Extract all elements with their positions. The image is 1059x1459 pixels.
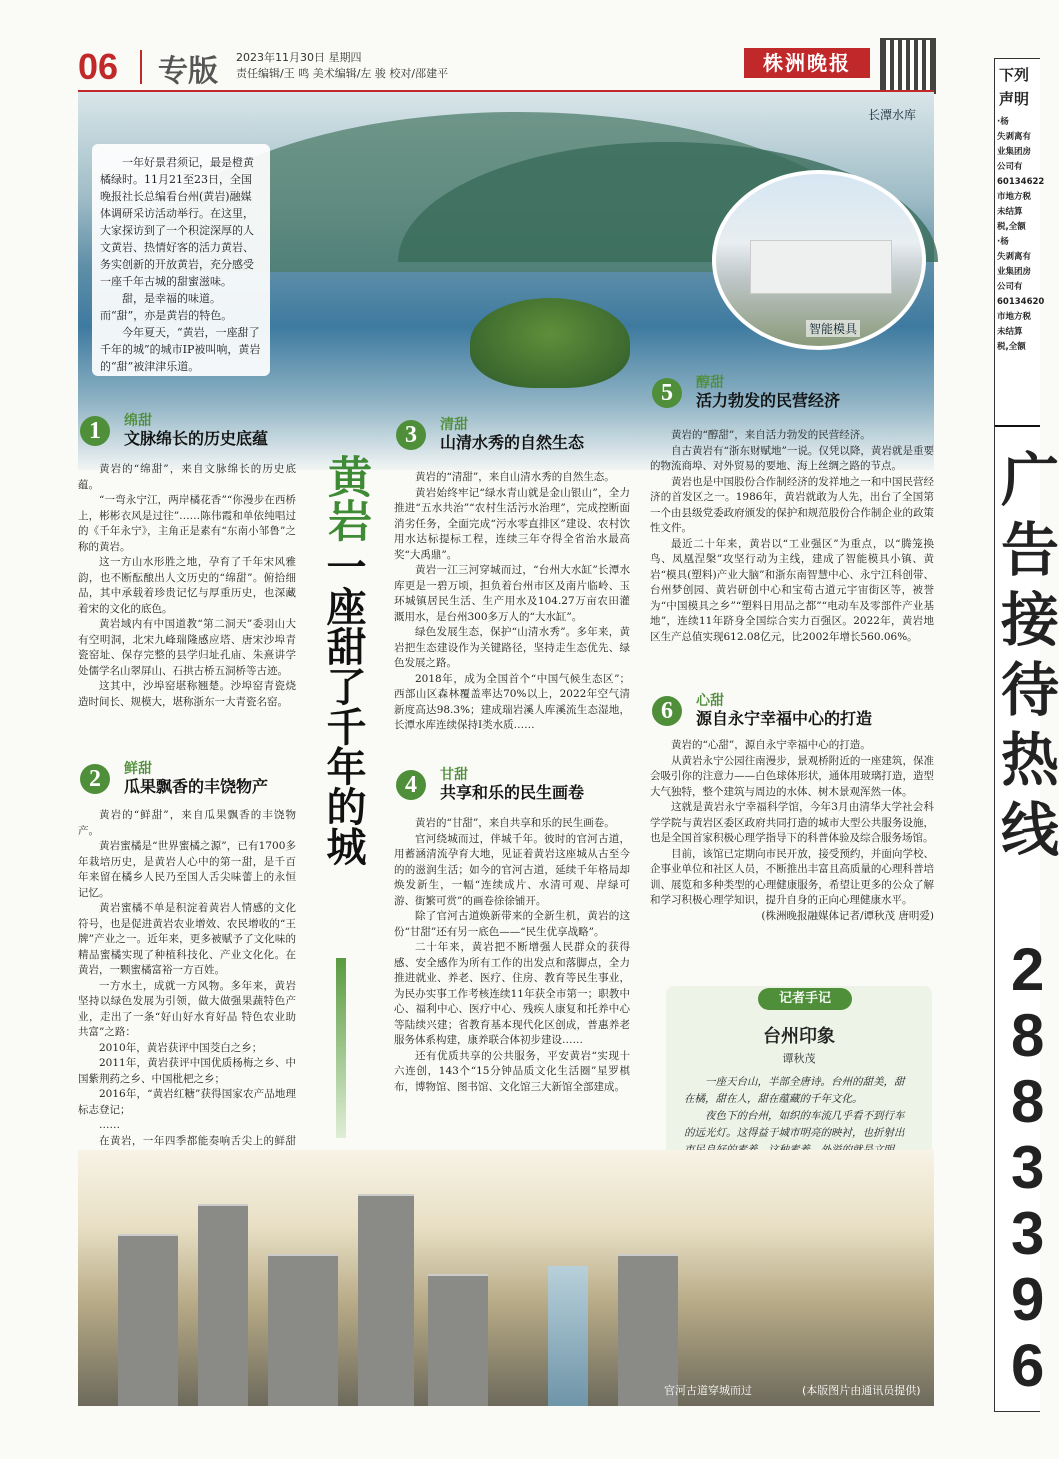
section-number-badge: 3	[396, 420, 426, 450]
tower-shape	[358, 1194, 414, 1406]
section-6-body	[650, 738, 934, 924]
qr-code-icon	[880, 38, 936, 94]
ad-line: 公司有	[997, 162, 1023, 172]
section-title: 瓜果飘香的丰饶物产	[124, 777, 269, 796]
paragraph: 最近二十年来，黄岩以“工业强区”为重点，以“腾笼换鸟、凤凰涅槃”攻坚行动为主线，建成了智能模具小镇、黄岩“模具(塑料)产业大脑”和浙东南智慧中心、永宁江科创带、台州梦创园、黄岩研创中心和宝荀古道元宇宙街区等，被誉为“中国模具之乡”“塑料日用品之都”“电动车及零部件产业基地”，连续11年跻身全国综合实力百强区。2022年，黄岩地区生产总值实现612.08亿元，比2002年增长560.06%。	[650, 537, 934, 643]
paragraph: 从黄岩永宁公园往南漫步，景观桥附近的一座建筑，保准会吸引你的注意力——白色球体形状，通体用玻璃打造，造型大气独特，整个建筑与周边的水体、树木景观浑然一体。	[650, 754, 934, 798]
city-caption: 官河古道穿城而过	[664, 1384, 752, 1397]
paragraph: 夜色下的台州，如织的车流几乎看不到行车的远光灯。这得益于城市明亮的映衬，也折射出	[684, 1110, 905, 1139]
ad-line: 业集团房	[997, 147, 1032, 157]
tower-shape	[268, 1254, 338, 1406]
paragraph: 黄岩的“醇甜”，来自活力勃发的民营经济。	[671, 429, 871, 441]
section-title: 共享和乐的民生画卷	[440, 783, 585, 802]
ad-line: 未结算	[997, 327, 1023, 337]
canal-shape	[548, 1266, 588, 1406]
paragraph: 自古黄岩有“浙东财赋地”一说。仅凭以降，黄岩就是重要的物流商埠、对外贸易的要地、海上丝绸之路的节点。	[650, 444, 934, 472]
header-divider	[140, 50, 142, 84]
section-tag: 醇甜	[696, 375, 724, 391]
ad-line: 60134620	[997, 297, 1045, 307]
ad-line: 公司有	[997, 282, 1023, 292]
ad-heading-line: 声明	[999, 90, 1030, 108]
ad-digit: 3	[1011, 1134, 1045, 1201]
paragraph: 黄岩蜜橘是“世界蜜橘之源”，已有1700多年栽培历史，是黄岩人心中的第一甜，是千百年来留在橘乡人民乃至国人舌尖味蕾上的永恒记忆。	[78, 840, 296, 899]
intro-box	[92, 144, 270, 376]
ad-line: 市地方税	[997, 312, 1032, 322]
paragraph: ……	[99, 1119, 120, 1131]
intro-paragraph: 一年好景君须记，最是橙黄橘绿时。11月21至23日，全国晚报社长总编看台州(黄岩)融媒体调研采访活动举行。在这里，大家探访到了一个积淀深厚的人文黄岩、热情好客的活力黄岩、务实创新的开放黄岩，充分感受一座千年古城的甜蜜滋味。	[100, 156, 254, 288]
ad-char: 线	[1001, 796, 1059, 864]
title-huangyan: 黄岩	[320, 454, 371, 542]
section-title: 文脉绵长的历史底蕴	[124, 429, 269, 448]
ad-line: ·杨	[997, 237, 1009, 247]
paragraph: 这一方山水形胜之地，孕育了千年宋风雅韵，也不断酝酿出人文历史的“绵甜”。俯拾细品，其中承载着珍贵记忆与厚重历史，也深藏着宋的文化的底色。	[78, 556, 296, 615]
ad-line: 60134622	[997, 177, 1045, 187]
paragraph: 2018年，成为全国首个“中国气候生态区”；西部山区森林覆盖率达70%以上，2022年空气清新度高达98.3%；建成瑞岩溪人库溪流生态湿地，长潭水库连续保持Ⅰ类水质……	[394, 672, 630, 731]
building-shape	[750, 240, 892, 294]
section-tag: 心甜	[696, 693, 724, 709]
tower-shape	[428, 1274, 488, 1406]
ad-divider	[995, 425, 1040, 427]
ad-char: 热	[1001, 726, 1059, 794]
city-aerial-image	[78, 1150, 934, 1406]
paragraph: 还有优质共享的公共服务，平安黄岩“实现十六连创，143个“15分钟品质文化生活圈”星罗棋布，博物馆、图书馆、文化馆三大新馆全部建成。	[394, 1049, 630, 1093]
ad-line: 市地方税	[997, 192, 1032, 202]
main-title	[318, 454, 371, 866]
section-tag: 鲜甜	[124, 761, 152, 777]
intro-paragraph: 甜，是幸福的味道。而“甜”，亦是黄岩的特色。	[100, 292, 233, 322]
ad-line: 失剥离有	[997, 132, 1032, 142]
paragraph: 黄岩的“甘甜”，来自共享和乐的民生画卷。	[415, 817, 615, 829]
section-number-badge: 5	[652, 378, 682, 408]
section-number-badge: 4	[396, 770, 426, 800]
paragraph: 黄岩域内有中国道教“第二洞天”委羽山大有空明洞，北宋九峰瑞隆感应塔、唐宋沙埠青瓷窑址、保存完整的县学归址孔庙、朱熹讲学处儒学名山翠屏山、石拱古桥五洞桥等古迹。	[78, 618, 296, 677]
section-name: 专版	[158, 54, 218, 89]
paragraph: 这就是黄岩永宁幸福科学馆，今年3月由清华大学社会科学学院与黄岩区委区政府共同打造的城市大型公共服务设施，也是全国首家积极心理学指导下的科普体验及综合服务场馆。	[650, 801, 934, 844]
paragraph: 二十年来，黄岩把不断增强人民群众的获得感、安全感作为所有工作的出发点和落脚点，全力推进就业、养老、医疗、住房、教育等民生事业，为民办实事工作考核连续11年获全市第一；职教中心、福利中心、医疗中心、残疾人康复和托养中心等陆续兴建；省教育基本现代化区创成，普惠养老服务体系构建，康养联合体初步建设……	[394, 941, 630, 1046]
paragraph: 黄岩也是中国股份合作制经济的发祥地之一和中国民营经济的首发区之一。1986年，黄岩就敢为人先，出台了全国第一个由县级党委政府颁发的保护和规范股份合作制企业的政策性文件。	[650, 475, 934, 534]
ad-line: ·杨	[997, 117, 1009, 127]
section-title: 山清水秀的自然生态	[440, 433, 585, 452]
ad-line: 失剥离有	[997, 252, 1032, 262]
section-tag: 绵甜	[124, 413, 152, 429]
section-title: 活力勃发的民营经济	[696, 391, 841, 410]
reporter-note-author: 谭秋茂	[782, 1052, 816, 1065]
editor-credits: 责任编辑/王 鸣 美术编辑/左 骏 校对/邵建平	[236, 67, 449, 80]
island-shape	[470, 298, 630, 388]
tower-shape	[198, 1204, 248, 1406]
ad-strip	[994, 58, 1059, 1412]
ad-line: 未结算	[997, 207, 1023, 217]
paragraph: 除了官河古道焕新带来的全新生机，黄岩的这份“甘甜”还有另一底色——“民生优享战略”。	[394, 910, 630, 938]
ad-digit: 3	[1011, 1200, 1045, 1267]
photo-credit: (本版图片由通讯员提供)	[802, 1384, 921, 1397]
paragraph: 2010年，黄岩获评中国茭白之乡；	[99, 1041, 263, 1054]
paragraph: 在黄岩，一年四季都能奏响舌尖上的鲜甜	[99, 1134, 296, 1147]
paragraph: 黄岩的“心甜”，源自永宁幸福中心的打造。	[671, 739, 871, 751]
ad-char: 接	[1001, 586, 1059, 654]
inset-caption: 智能模具	[806, 320, 860, 337]
reporter-note-tag: 记者手记	[758, 988, 852, 1010]
section-number-badge: 6	[652, 696, 682, 726]
paragraph: 黄岩的“清甜”，来自山清水秀的自然生态。	[415, 471, 615, 483]
section-6-header	[652, 693, 952, 732]
paragraph: 官河绕城而过，伴城千年。彼时的官河古道，用蓄涵清流孕育大地，见证着黄岩这座城从古至今的的滋润生活；如今的官河古道，延续千年格局却焕发新生，一幅“连续成片、水清可观、岸绿可游、街繁可赏”的画卷徐徐铺开。	[394, 832, 630, 907]
ad-digit: 2	[1011, 936, 1045, 1003]
newspaper-logo: 株洲晚报	[744, 48, 870, 78]
hero-caption: 长潭水库	[867, 108, 916, 122]
section-title: 源自永宁幸福中心的打造	[696, 709, 873, 728]
ad-hotline-title	[1001, 445, 1059, 865]
byline: (株洲晚报融媒体记者/谭秋茂 唐明爱)	[761, 909, 934, 922]
issue-date: 2023年11月30日 星期四	[236, 51, 362, 64]
title-subtitle: 一座甜了千年的城	[320, 546, 366, 866]
section-5-header	[652, 375, 952, 414]
paragraph: 一方水土，成就一方风物。多年来，黄岩坚持以绿色发展为引领，做大做强果蔬特色产业，走出了一条“好山好水育好品 特色农业助共富”之路：	[78, 979, 296, 1038]
ad-char: 广	[1001, 446, 1059, 514]
page-number: 06	[78, 46, 119, 87]
paragraph: 一座天台山，半部全唐诗。台州的甜美，甜在橘，甜在人，甜在蕴藏的千年文化。	[684, 1076, 905, 1105]
ad-line: 税,全额	[997, 222, 1026, 232]
paragraph: 黄岩始终牢记“绿水青山就是金山银山”，全力推进“五水共治”“农村生活污水治理”，完成控断面消劣任务，全面完成“污水零直排区”建设、农村饮用水达标提标工程，连续三年夺得全省治水最高奖“大禹鼎”。	[394, 486, 630, 561]
section-5-body	[650, 428, 934, 645]
ad-line: 业集团房	[997, 267, 1032, 277]
paragraph: 黄岩的“鲜甜”，来自瓜果飘香的丰饶物产。	[78, 809, 296, 837]
ad-line: 税,全额	[997, 342, 1026, 352]
section-tag: 清甜	[440, 417, 468, 433]
paragraph: 这其中，沙埠窑堪称翘楚。沙埠窑青瓷烧造时间长、规模大，堪称浙东一大青瓷名窑。	[78, 680, 296, 708]
section-number-badge: 1	[80, 416, 110, 446]
section-2-header	[80, 761, 380, 800]
header-meta	[236, 50, 448, 82]
ad-char: 待	[1001, 656, 1059, 724]
ad-heading-line: 下列	[999, 66, 1030, 84]
section-2-body	[78, 808, 296, 1165]
section-tag: 甘甜	[440, 767, 468, 783]
paragraph: 黄岩蜜橘不单是积淀着黄岩人情感的文化符号，也是促进黄岩农业增效、农民增收的“王牌”产业之一。近年来，更多被赋予了文化味的精品蜜橘实现了种植科技化、产业文化化。在黄岩，一颗蜜橘富裕一方百姓。	[78, 902, 296, 976]
paragraph: 黄岩的“绵甜”，来自文脉绵长的历史底蕴。	[78, 463, 296, 491]
ad-notice-lines	[997, 115, 1044, 355]
paragraph: “一弯永宁江，两岸橘花香”“你漫步在西桥上，彬彬衣风是过往”……陈伟霞和单依纯唱过的《千年永宁》，主角正是素有“东南小邹鲁”之称的黄岩。	[78, 494, 296, 553]
ad-digit: 8	[1011, 1068, 1045, 1135]
paragraph: 绿色发展生态，保护“山清水秀”。多年来，黄岩把生态建设作为关键路径，坚持走生态优先、绿色发展之路。	[394, 626, 630, 669]
section-1-body	[78, 462, 296, 710]
paragraph: 2011年，黄岩获评中国优质杨梅之乡、中国紫荆药之乡、中国枇杷之乡；	[78, 1057, 296, 1085]
reporter-note-title: 台州印象	[763, 1026, 835, 1047]
paragraph: 目前，该馆已定期向市民开放，接受预约，并面向学校、企事业单位和社区人员，不断推出丰富且高质量的心理科普培训、展览和多种类型的心理健康服务，希望让更多的公众了解和学习积极心理学知识，提升自身的正向心理健康水平。	[650, 847, 934, 906]
ad-phone-number	[1011, 937, 1044, 1399]
paragraph: 黄岩一江三河穿城而过，“台州大水缸”长潭水库更是一碧万顷，担负着台州市区及南片临岭、玉环城镇居民生活、生产用水及104.27万亩农田灌溉用水，是台州300多万人的“大水缸”。	[394, 564, 630, 623]
section-1-header	[80, 413, 380, 452]
ad-char: 告	[1001, 516, 1059, 584]
ad-heading	[999, 63, 1029, 111]
section-4-body	[394, 816, 630, 1095]
title-accent-bar	[336, 958, 346, 1138]
section-number-badge: 2	[80, 764, 110, 794]
ad-digit: 9	[1011, 1266, 1045, 1333]
ad-digit: 8	[1011, 1002, 1045, 1069]
intro-paragraph: 今年夏天，“黄岩，一座甜了千年的城”的城市IP被叫响，黄岩的“甜”被津津乐道。	[100, 326, 261, 373]
section-3-body	[394, 470, 630, 734]
tower-shape	[118, 1234, 178, 1406]
ad-digit: 6	[1011, 1332, 1045, 1399]
paragraph: 2016年，“黄岩红糖”获得国家农产品地理标志登记；	[78, 1088, 296, 1116]
